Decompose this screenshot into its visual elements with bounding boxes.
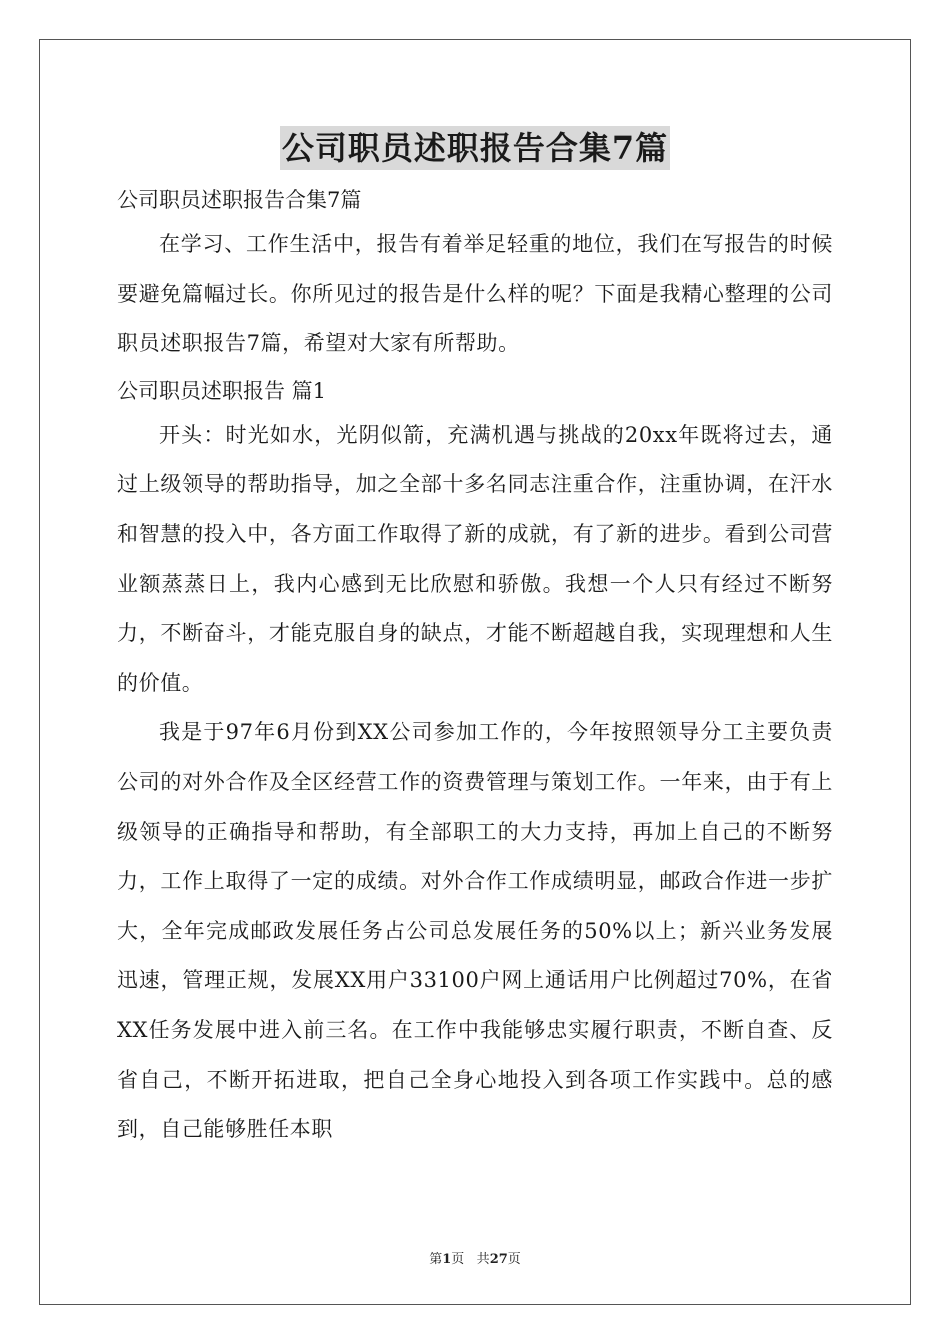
- document-title: 公司职员述职报告合集7篇: [280, 126, 670, 170]
- page-footer: [0, 1248, 950, 1267]
- footer-prefix: 第: [429, 1252, 443, 1267]
- body-paragraph-2: 我是于97年6月份到XX公司参加工作的，今年按照领导分工主要负责公司的对外合作及全区经营工作的资费管理与策划工作。一年来，由于有上级领导的正确指导和帮助，有全部职工的大力支持，再加上自己的不断努力，工作上取得了一定的成绩。对外合作工作成绩明显，邮政合作进一步扩大，全年完成邮政发展任务占公司总发展任务的50%以上；新兴业务发展迅速，管理正规，发展XX用户33100户网上通话用户比例超过70%，在省XX任务发展中进入前三名。在工作中我能够忠实履行职责，不断自查、反省自己，不断开拓进取，把自己全身心地投入到各项工作实践中。总的感到，自己能够胜任本职: [117, 720, 833, 1142]
- title-container: [0, 126, 950, 170]
- footer-page-number: 1: [442, 1252, 452, 1267]
- footer-total-suffix: 页: [507, 1252, 521, 1267]
- subtitle-line: 公司职员述职报告合集7篇: [117, 188, 362, 212]
- document-body: [117, 180, 833, 1155]
- footer-total-pages: 27: [489, 1252, 508, 1267]
- section-heading: 公司职员述职报告 篇1: [117, 378, 327, 403]
- footer-total-prefix: 共: [476, 1252, 490, 1267]
- footer-page-suffix: 页: [451, 1252, 465, 1267]
- body-paragraph-1: 开头：时光如水，光阴似箭，充满机遇与挑战的20xx年既将过去，通过上级领导的帮助指导，加之全部十多名同志注重合作，注重协调，在汗水和智慧的投入中，各方面工作取得了新的成就，有了新的进步。看到公司营业额蒸蒸日上，我内心感到无比欣慰和骄傲。我想一个人只有经过不断努力，不断奋斗，才能克服自身的缺点，才能不断超越自我，实现理想和人生的价值。: [117, 422, 833, 695]
- intro-paragraph: 在学习、工作生活中，报告有着举足轻重的地位，我们在写报告的时候要避免篇幅过长。你所见过的报告是什么样的呢？下面是我精心整理的公司职员述职报告7篇，希望对大家有所帮助。: [117, 232, 833, 356]
